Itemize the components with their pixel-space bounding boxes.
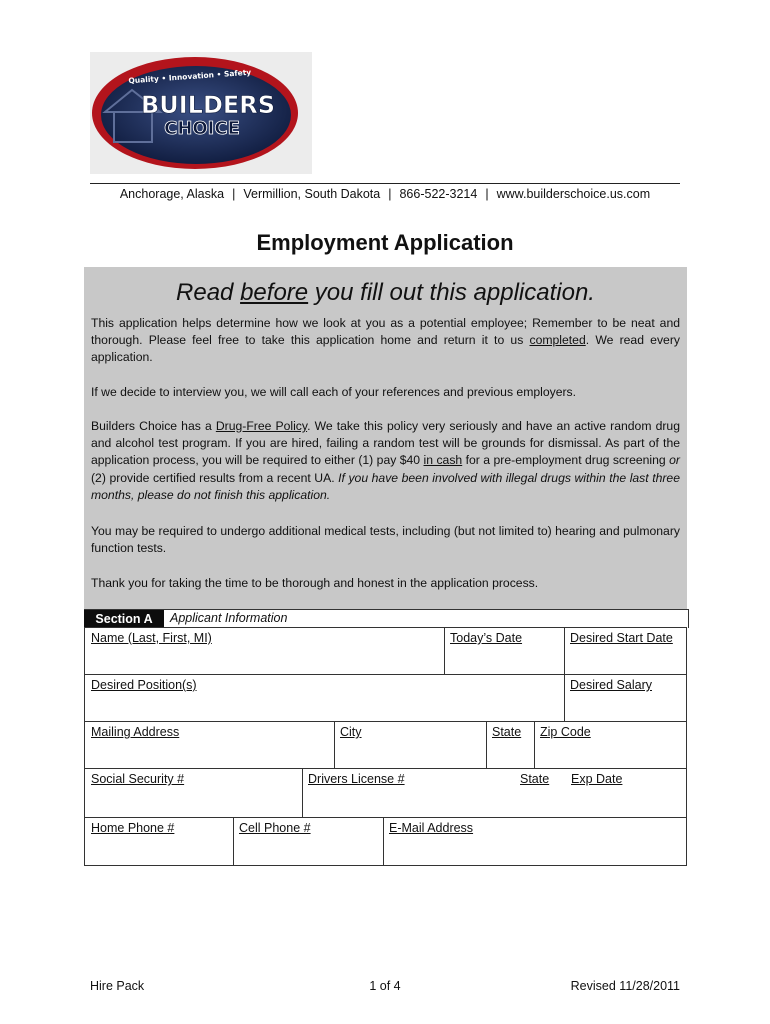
mailing-address-field[interactable]: Mailing Address [91, 725, 180, 739]
logo-brand-line2: CHOICE [164, 118, 240, 139]
header-divider [90, 183, 680, 184]
location-vermillion: Vermillion, South Dakota [243, 187, 381, 201]
notice-heading [84, 279, 687, 307]
page-number: 1 of 4 [369, 979, 401, 993]
notice-paragraph-2: If we decide to interview you, we will call each of your references and previous employers. [91, 385, 577, 399]
page-title: Employment Application [256, 230, 514, 255]
desired-positions-field[interactable]: Desired Position(s) [91, 678, 197, 692]
cell-phone-field[interactable]: Cell Phone # [239, 821, 311, 835]
logo-brand-line1: BUILDERS [140, 91, 276, 119]
email-field[interactable]: E-Mail Address [389, 821, 474, 835]
separator: | [485, 187, 489, 201]
text: (2) provide certified results from a recent UA. [91, 470, 339, 485]
notice-heading-post: you fill out this application. [308, 279, 595, 306]
text-underlined: completed [529, 333, 586, 348]
city-field[interactable]: City [340, 725, 362, 739]
revision-date: Revised 11/28/2011 [570, 979, 680, 993]
dl-state-field[interactable]: State [520, 772, 550, 786]
name-field[interactable]: Name (Last, First, MI) [91, 631, 212, 645]
drug-free-policy: Drug-Free Policy [215, 419, 308, 433]
desired-salary-field[interactable]: Desired Salary [570, 678, 652, 692]
form-row-name [84, 627, 687, 675]
notice-box [84, 267, 687, 609]
desired-start-date-field[interactable]: Desired Start Date [570, 631, 673, 645]
home-phone-field[interactable]: Home Phone # [91, 821, 175, 835]
website-link[interactable]: www.builderschoice.us.com [496, 187, 651, 201]
section-a-title: Applicant Information [170, 611, 288, 625]
text-underlined: in cash [423, 453, 463, 468]
section-a-tab: Section A [84, 610, 164, 628]
notice-paragraph-3 [91, 418, 680, 504]
state-field[interactable]: State [492, 725, 522, 739]
footer-left: Hire Pack [90, 979, 145, 993]
phone-number: 866-522-3214 [399, 187, 478, 201]
exp-date-field[interactable]: Exp Date [571, 772, 623, 786]
text: . We read every application. [91, 333, 680, 365]
notice-heading-emphasis: before [240, 279, 309, 306]
todays-date-field[interactable]: Today’s Date [450, 631, 523, 645]
drivers-license-field[interactable]: Drivers License # [308, 772, 405, 786]
notice-paragraph-4: You may be required to undergo additional medical tests, including (but not limited to) hearing and pulmonary function tests. [91, 524, 680, 556]
text: This application helps determine how we look at you as a potential employee; Remember to be neat and thorough. Please feel free to take this application home and return it to us [91, 316, 680, 348]
text: Builders Choice has a [91, 419, 216, 433]
text: . We take this policy very seriously and have an active random drug and alcohol test program. If you are hired, failing a random test will be grounds for dismissal. As part of the application process, you will be required to either (1) pay $40 [91, 419, 680, 468]
company-logo [90, 52, 312, 174]
ssn-field[interactable]: Social Security # [91, 772, 185, 786]
logo-tagline: Quality • Innovation • Safety [128, 67, 252, 86]
contact-line [90, 187, 680, 201]
notice-paragraph-5: Thank you for taking the time to be thorough and honest in the application process. [91, 576, 539, 590]
text: for a pre-employment drug screening [462, 453, 670, 468]
form-row-position [84, 674, 687, 722]
zip-code-field[interactable]: Zip Code [540, 725, 591, 739]
form-row-contact [84, 817, 687, 866]
form-row-identification [84, 768, 687, 818]
notice-heading-pre: Read [176, 279, 241, 306]
notice-paragraph-1 [91, 315, 680, 367]
separator: | [232, 187, 236, 201]
text-italic: If you have been involved with illegal drugs within the last three months, please do not finish this application. [91, 470, 680, 502]
location-anchorage: Anchorage, Alaska [119, 187, 225, 201]
text-italic: or [669, 453, 680, 468]
form-row-address [84, 721, 687, 769]
separator: | [388, 187, 392, 201]
